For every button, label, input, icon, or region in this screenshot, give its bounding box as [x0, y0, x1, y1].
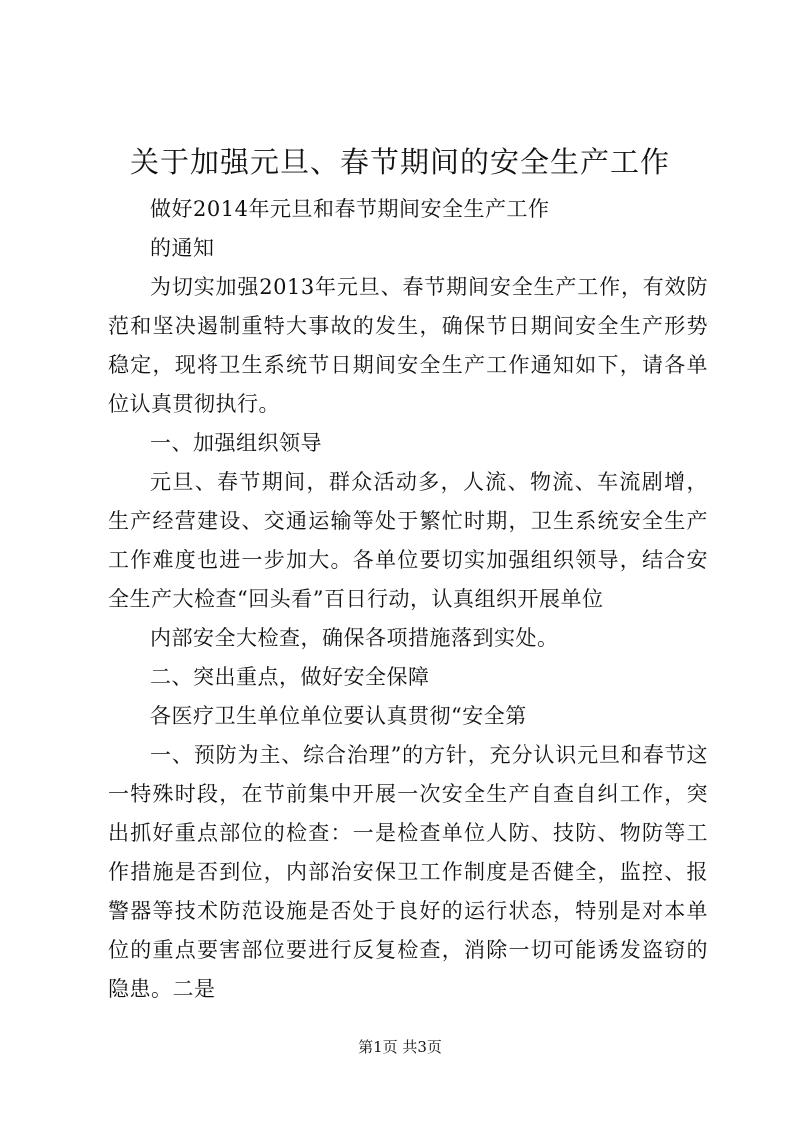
document-body — [108, 190, 708, 1009]
document-title: 关于加强元旦、春节期间的安全生产工作 — [129, 145, 670, 179]
paragraph-introduction: 为切实加强2013年元旦、春节期间安全生产工作，有效防范和坚决遏制重特大事故的发生，确保节日期间安全生产形势稳定，现将卫生系统节日期间安全生产工作通知如下，请各单位认真贯彻执行。 — [108, 275, 708, 416]
paragraph-organization: 元旦、春节期间，群众活动多，人流、物流、车流剧增，生产经营建设、交通运输等处于繁忙时期，卫生系统安全生产工作难度也进一步加大。各单位要切实加强组织领导，结合安全生产大检查“回头看”百日行动，认真组织开展单位 — [108, 470, 708, 611]
paragraph-policy-and-checks: 一、预防为主、综合治理”的方针，充分认识元旦和春节这一特殊时段，在节前集中开展一次安全生产自查自纠工作，突出抓好重点部位的检查：一是检查单位人防、技防、物防等工作措施是否到位，内部治安保卫工作制度是否健全，监控、报警器等技术防范设施是否处于良好的运行状态，特别是对本单位的重点要害部位要进行反复检查，消除一切可能诱发盗窃的隐患。二是 — [108, 743, 708, 1001]
paragraph-heading-line-1: 做好2014年元旦和春节期间安全生产工作 — [150, 197, 550, 221]
paragraph-inspection: 内部安全大检查，确保各项措施落到实处。 — [150, 626, 559, 650]
page-number: 第1页 共3页 — [358, 1038, 442, 1056]
section-heading-organization: 一、加强组织领导 — [150, 431, 322, 455]
paragraph-medical-units: 各医疗卫生单位单位要认真贯彻“安全第 — [150, 704, 527, 728]
section-heading-priorities: 二、突出重点，做好安全保障 — [150, 665, 430, 689]
paragraph-heading-line-2: 的通知 — [150, 236, 215, 260]
